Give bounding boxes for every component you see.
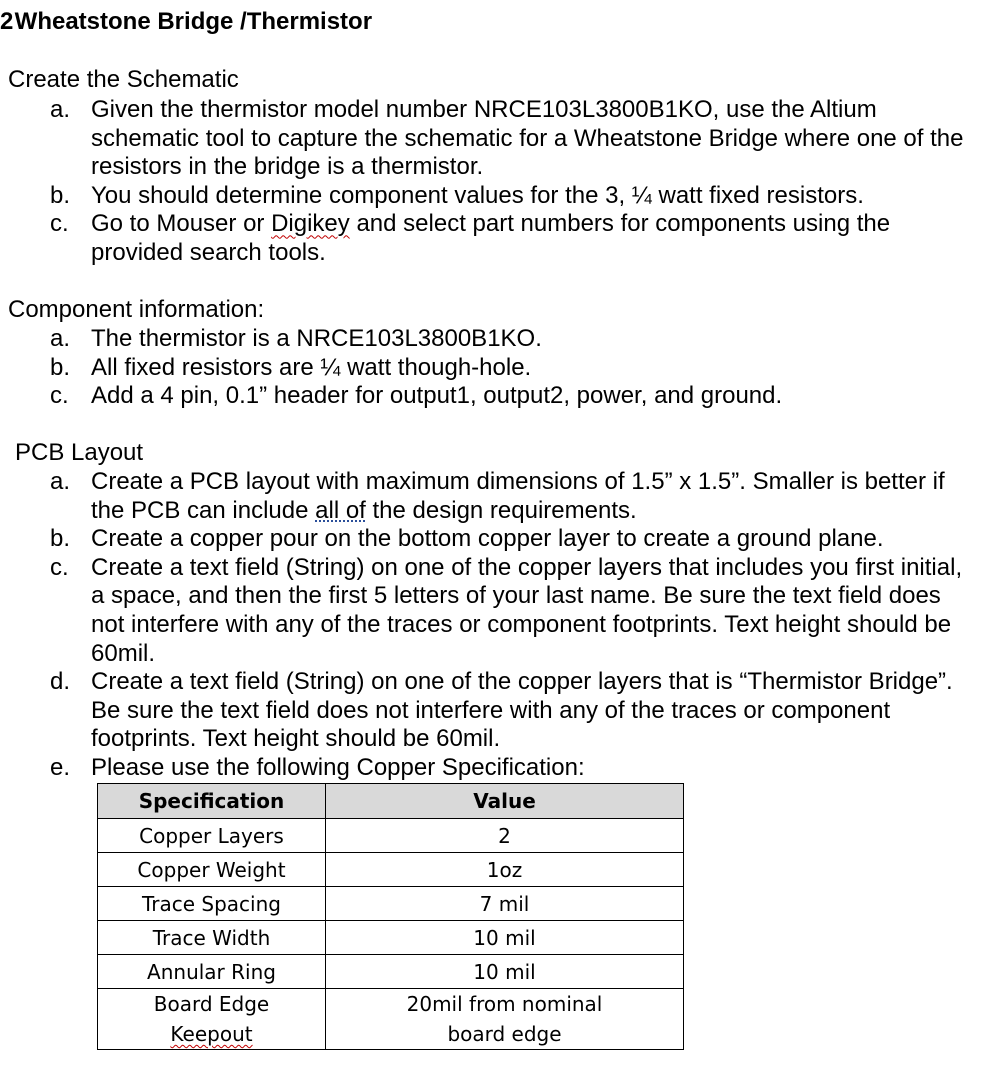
- list-item: a. Create a PCB layout with maximum dimensions of 1.5” x 1.5”. Smaller is better if the PCB can include all of the design requirements.: [50, 468, 945, 524]
- list-item: b. You should determine component values for the 3, ¼ watt fixed resistors.: [50, 181, 864, 209]
- column-header: Value: [326, 784, 684, 819]
- list-item: d. Create a text field (String) on one of the copper layers that is “Thermistor Bridge”. Be sure the text field does not interfere with any of the traces or component footprints. Text height should be 60mil.: [50, 668, 953, 753]
- section-number: 2: [0, 8, 14, 35]
- spellcheck-flagged-word[interactable]: Digikey: [271, 210, 350, 238]
- list-item: c. Go to Mouser or Digikey and select part numbers for components using the provided search tools.: [50, 210, 891, 266]
- grammar-flagged-phrase[interactable]: all of: [315, 496, 366, 524]
- spellcheck-flagged-word[interactable]: Keepout: [170, 1022, 253, 1046]
- pcb-list: [50, 468, 975, 783]
- list-item: c. Add a 4 pin, 0.1” header for output1, output2, power, and ground.: [50, 382, 783, 410]
- list-item: a. Given the thermistor model number NRCE103L3800B1KO, use the Altium schematic tool to capture the schematic for a Wheatstone Bridge where one of the resistors in the bridge is a thermistor.: [50, 96, 964, 181]
- section-title: [0, 8, 372, 36]
- list-item: b. All fixed resistors are ¼ watt though-hole.: [50, 353, 532, 381]
- table-row: Board Edge Keepout 20mil from nominal board edge: [98, 989, 684, 1050]
- column-header: Specification: [98, 784, 326, 819]
- component-list: [50, 325, 975, 411]
- table-header-row: [98, 784, 684, 819]
- table-row: Trace Width 10 mil: [98, 921, 684, 955]
- table-row: Copper Layers 2: [98, 819, 684, 853]
- schematic-list: [50, 96, 975, 268]
- section-title-text: Wheatstone Bridge /Thermistor: [14, 8, 373, 35]
- pcb-heading: PCB Layout: [15, 439, 144, 466]
- list-item: b. Create a copper pour on the bottom copper layer to create a ground plane.: [50, 525, 884, 553]
- component-heading: Component information:: [8, 296, 265, 323]
- list-item: a. The thermistor is a NRCE103L3800B1KO.: [50, 325, 542, 352]
- list-item: e. Please use the following Copper Specification:: [50, 753, 585, 781]
- list-item: c. Create a text field (String) on one of the copper layers that includes you first initial, a space, and then the first 5 letters of your last name. Be sure the text field does not interfere with any of the traces or component footprints. Text height should be 60mil.: [50, 553, 963, 667]
- table-row: Copper Weight 1oz: [98, 853, 684, 887]
- table-row: Annular Ring 10 mil: [98, 955, 684, 989]
- copper-spec-table: [97, 783, 684, 1050]
- table-row: Trace Spacing 7 mil: [98, 887, 684, 921]
- schematic-heading: Create the Schematic: [8, 66, 239, 93]
